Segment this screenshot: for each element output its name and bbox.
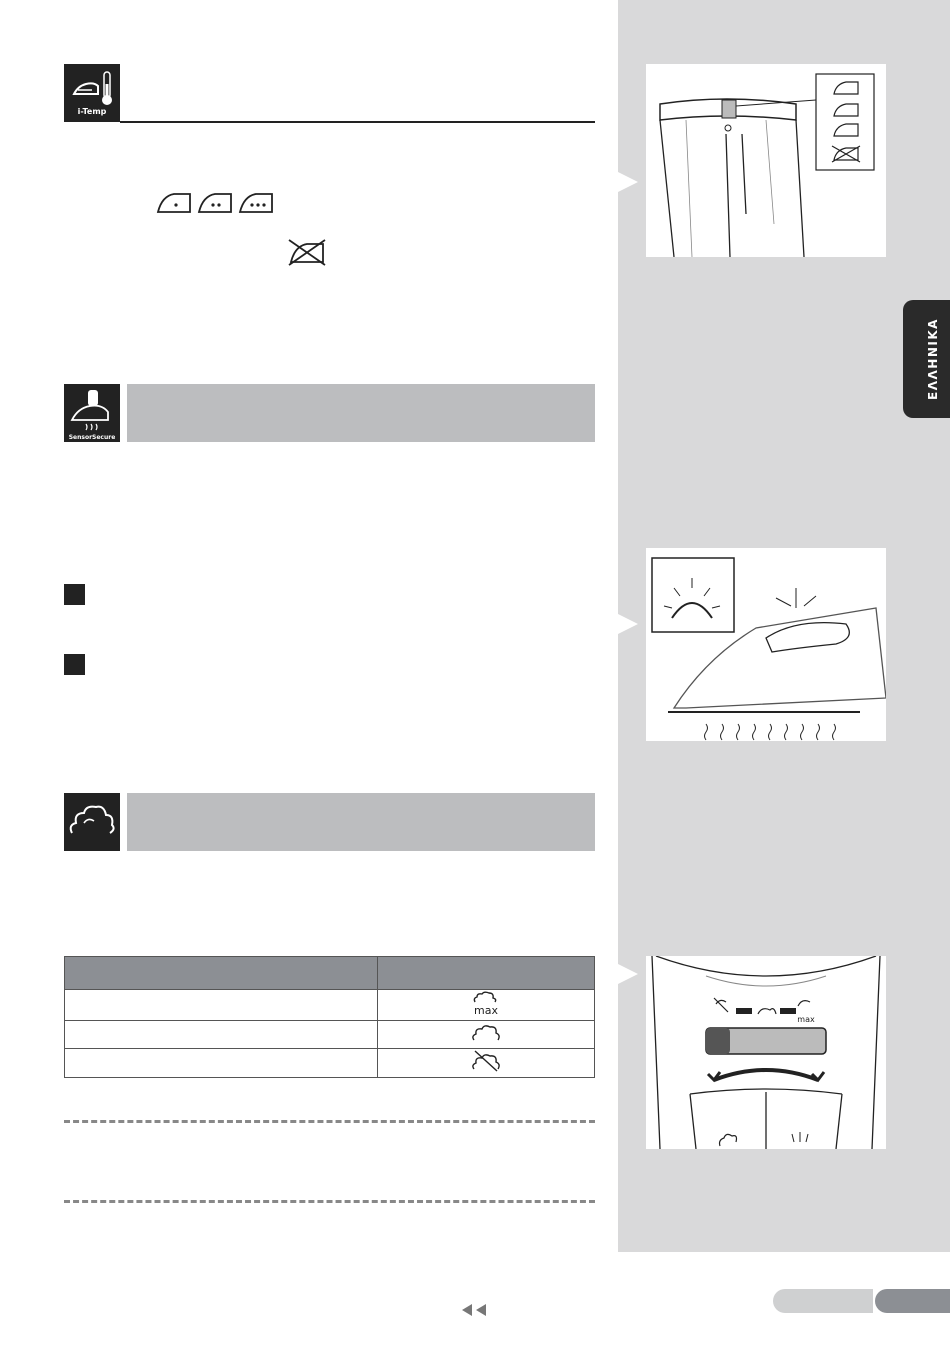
figure-steam-dial [646,956,886,1149]
i-temp-caption: i-Temp [77,107,107,116]
steam-off-icon [469,1049,503,1073]
sensor-secure-icon [64,384,120,442]
figure-sensor-iron [646,548,886,741]
dial-max-label: max [797,1015,815,1024]
figure-pointer [618,172,638,192]
table-cell [378,1021,595,1049]
table-cell [65,1049,378,1078]
table-header-cell [378,957,595,990]
section-rule [120,121,595,123]
no-ironing-icon [287,238,327,270]
note-divider-bottom [64,1200,595,1203]
steam-max-icon [469,990,503,1016]
table-header-cell [65,957,378,990]
language-tab[interactable] [903,300,950,418]
i-temp-icon [64,64,120,122]
table-cell [65,1021,378,1049]
back-arrows-icon[interactable] [460,1302,490,1322]
table-row [65,990,595,1021]
table-cell [378,1049,595,1078]
language-tab-label: ΕΛΛΗΝΙΚΑ [926,318,941,400]
table-cell [65,990,378,1021]
section-header-bar [127,793,595,851]
note-divider-top [64,1120,595,1123]
iron-three-dots-icon [240,194,272,212]
iron-one-dot-icon [158,194,190,212]
figure-pointer [618,964,638,984]
table-row [65,1049,595,1078]
table-header-row [65,957,595,990]
page-tab-left[interactable] [773,1289,873,1313]
sensor-secure-caption: SensorSecure [68,434,116,441]
iron-temp-symbols [156,190,276,220]
table-row [65,1021,595,1049]
page-tab-right[interactable] [875,1289,950,1313]
figure-garment-label [646,64,886,257]
iron-two-dots-icon [199,194,231,212]
figure-pointer [618,614,638,634]
step-marker [64,584,85,605]
steam-cloud-icon [64,793,120,851]
steam-settings-table [64,956,595,1078]
steam-max-label: max [474,1004,498,1016]
step-marker [64,654,85,675]
section-header-bar [127,384,595,442]
steam-eco-icon [469,1022,503,1044]
table-cell [378,990,595,1021]
